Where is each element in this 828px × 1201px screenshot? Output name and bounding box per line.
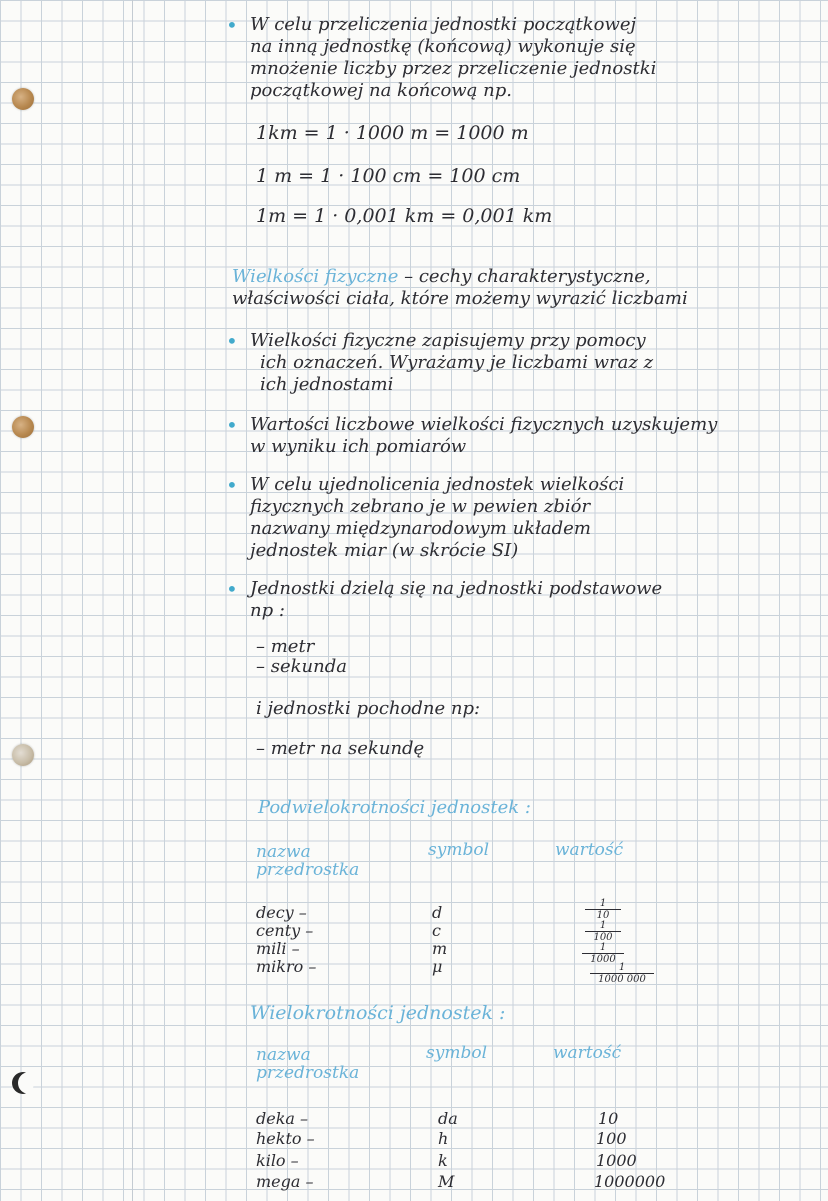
binder-hole [12,88,34,110]
col-header-value: wartość [553,1043,622,1063]
col-header-value: wartość [555,840,624,860]
base-unit-item: – sekunda [256,656,347,677]
prefix-value: 1000 [596,1151,637,1170]
conversion-example: 1m = 1 · 0,001 km = 0,001 km [256,205,553,227]
prefix-name: deka – [256,1109,309,1128]
bullet-line: Jednostki dzielą się na jednostki podstawowe [250,578,663,599]
fraction-denominator: 1000 [582,953,624,965]
col-header-name: nazwa [256,842,311,862]
fraction-value [590,962,654,985]
intro-line: W celu przeliczenia jednostki początkowej [250,14,637,35]
prefix-symbol: c [432,921,441,940]
definition-term: Wielkości fizyczne [232,266,399,287]
bullet-line: ich oznaczeń. Wyrażamy je liczbami wraz z [260,352,654,373]
definition-rest: – cechy charakterystyczne, [404,266,651,287]
prefix-name: mega – [256,1172,314,1191]
bullet-line: w wyniku ich pomiarów [250,436,467,457]
bullet-line: Wielkości fizyczne zapisujemy przy pomocy [250,330,646,351]
col-header-name: nazwa [256,1045,311,1065]
prefix-value: 1000000 [594,1172,666,1191]
prefix-value: 100 [596,1129,627,1148]
prefix-symbol: m [432,939,448,958]
definition-line: właściwości ciała, które możemy wyrazić liczbami [232,288,688,309]
bullet-line: ich jednostami [260,374,394,395]
bullet-line: np : [250,600,285,621]
bullet-line: nazwany międzynarodowym układem [250,518,591,539]
prefix-symbol: k [438,1151,448,1170]
fraction-denominator: 1000 000 [590,973,654,985]
bullet-dot: • [226,577,238,601]
derived-units-intro: i jednostki pochodne np: [256,698,481,719]
base-unit-item: – metr [256,636,315,657]
fraction-denominator: 100 [585,931,621,943]
fraction-numerator: 1 [599,898,607,909]
prefix-symbol: μ [432,957,443,976]
prefix-symbol: M [438,1172,455,1191]
col-header-symbol: symbol [428,840,490,860]
conversion-example: 1km = 1 · 1000 m = 1000 m [256,122,529,144]
prefix-symbol: h [438,1129,449,1148]
prefix-symbol: da [438,1109,458,1128]
multiples-title: Wielokrotności jednostek : [250,1002,506,1024]
col-header-name: przedrostka [256,860,360,880]
bullet-dot: • [226,13,238,37]
prefix-name: centy – [256,921,314,940]
binder-hole [12,416,34,438]
derived-unit-item: – metr na sekundę [256,738,425,759]
prefix-name: decy – [256,903,307,922]
bullet-line: fizycznych zebrano je w pewien zbiór [250,496,591,517]
fraction-denominator: 10 [585,909,621,921]
fraction-numerator: 1 [599,920,607,931]
col-header-symbol: symbol [426,1043,488,1063]
bullet-line: Wartości liczbowe wielkości fizycznych uzyskujemy [250,414,718,435]
intro-line: na inną jednostkę (końcową) wykonuje się [250,36,636,57]
bullet-line: W celu ujednolicenia jednostek wielkości [250,474,625,495]
prefix-value: 10 [598,1109,619,1128]
bullet-line: jednostek miar (w skrócie SI) [250,540,519,561]
fraction-numerator: 1 [618,962,626,973]
intro-line: początkowej na końcową np. [250,80,512,101]
bullet-dot: • [226,473,238,497]
conversion-example: 1 m = 1 · 100 cm = 100 cm [256,165,521,187]
prefix-symbol: d [432,903,443,922]
bullet-dot: • [226,329,238,353]
definition-line [232,266,651,288]
prefix-name: mili – [256,939,300,958]
bullet-dot: • [226,413,238,437]
binder-hole [12,744,34,766]
submultiples-title: Podwielokrotności jednostek : [258,797,531,818]
prefix-name: mikro – [256,957,317,976]
intro-line: mnożenie liczby przez przeliczenie jednostki [250,58,657,79]
binder-hole [12,1072,34,1094]
prefix-name: kilo – [256,1151,299,1170]
fraction-numerator: 1 [599,942,607,953]
fraction-value [585,920,621,943]
margin-line [132,0,133,1201]
fraction-value [585,898,621,921]
col-header-name: przedrostka [256,1063,360,1083]
prefix-name: hekto – [256,1129,315,1148]
